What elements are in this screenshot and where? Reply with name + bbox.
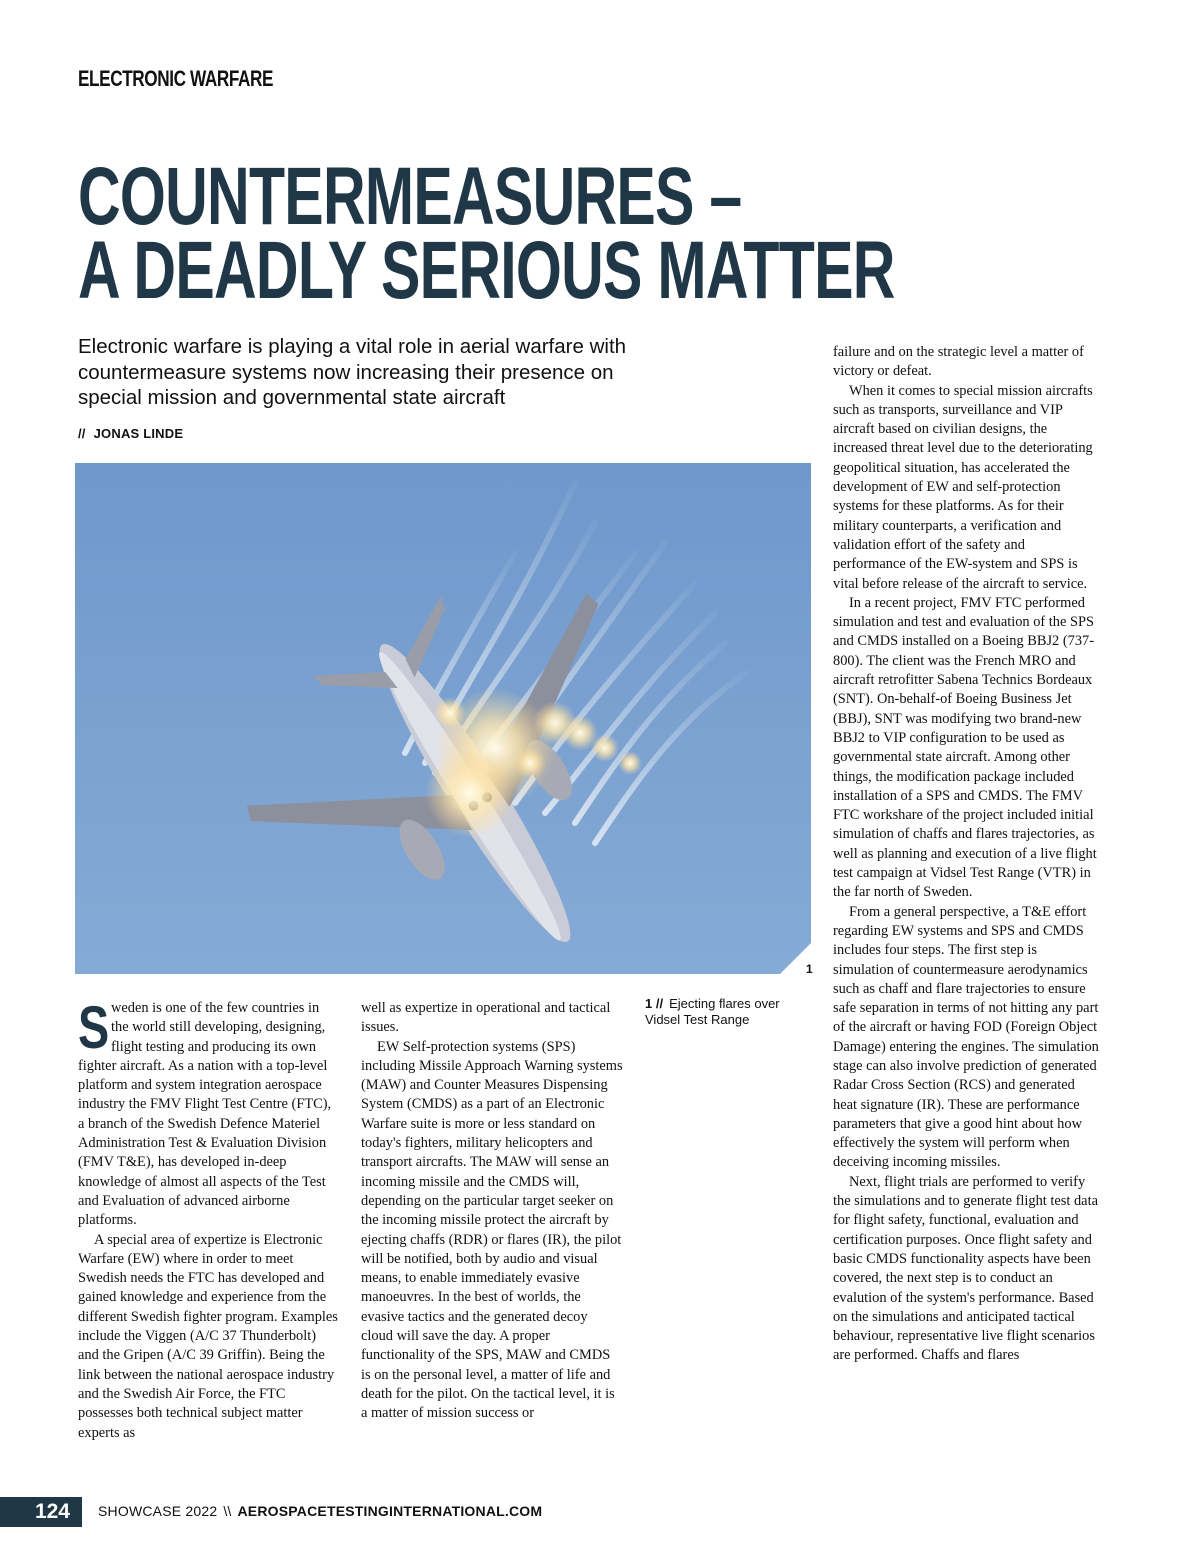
body-paragraph: well as expertize in operational and tactical issues.	[361, 1000, 611, 1036]
byline-prefix: //	[78, 426, 86, 441]
paragraph-text: weden is one of the few countries in the world still developing, designing, flight testing and producing its own fighter aircraft. As a nation with a top-level platform and system integration aerospace industry the FMV Flight Test Centre (FTC), a branch of the Swedish Defence Materiel Administration Test & Evaluation Division (FMV T&E), has developed in-deep knowledge of almost all aspects of the Test and Evaluation of advanced airborne platforms.	[78, 1000, 332, 1229]
body-paragraph: EW Self-protection systems (SPS) including Missile Approach Warning systems (MAW) and Counter Measures Dispensing System (CMDS) as a part of an Electronic Warfare suite is more or less standard on today's fighters, military helicopters and transport aircrafts. The MAW will sense an incoming missile and the CMDS will, depending on the particular target seeker on the incoming missile protect the aircraft by ejecting chaffs (RDR) or flares (IR), the pilot will be notified, both by audio and visual means, to enable immediately evasive manoeuvres. In the best of worlds, the evasive tactics and the generated decoy cloud will save the day. A proper functionality of the SPS, MAW and CMDS is on the personal level, a matter of life and death for the pilot. On the tactical level, it is a matter of mission success or	[361, 1038, 623, 1422]
body-paragraph: When it comes to special mission aircrafts such as transports, surveillance and VIP aircraft based on civilian designs, the increased threat level due to the deteriorating geopolitical situation, has accelerated the development of EW and self-protection systems for these platforms. As for their military counterparts, a verification and validation effort of the safety and performance of the EW-system and SPS is vital before release of the aircraft to service.	[833, 382, 1093, 592]
body-column-1	[78, 994, 340, 1443]
figure-caption	[645, 996, 805, 1028]
headline-line-1: COUNTERMEASURES –	[78, 151, 742, 242]
byline-author: JONAS LINDE	[93, 426, 184, 441]
aircraft-flares-photo	[75, 463, 811, 974]
body-column-2	[361, 999, 623, 1424]
body-paragraph: In a recent project, FMV FTC performed simulation and test and evaluation of the SPS and CMDS installed on a Boeing BBJ2 (737-800). The client was the French MRO and aircraft retrofitter Sabena Technics Bordeaux (SNT). On-behalf-of Boeing Business Jet (BBJ), SNT was modifying two brand-new BBJ2 to VIP configuration to be used as governmental state aircraft. Among other things, the modification package included installation of a SPS and CMDS. The FMV FTC workshare of the project included initial simulation of chaffs and flares trajectories, as well as planning and execution of a live flight test campaign at Vidsel Test Range (VTR) in the far north of Sweden.	[833, 594, 1097, 901]
section-label: ELECTRONIC WARFARE	[78, 66, 274, 91]
body-paragraph: From a general perspective, a T&E effort regarding EW systems and SPS and CMDS includes four steps. The first step is simulation of countermeasure aerodynamics such as chaff and flare trajectories to ensure safe separation in terms of not hitting any part of the aircraft or having FOD (Foreign Object Damage) entering the engines. The simulation stage can also involve prediction of generated Radar Cross Section (RCS) and generated heat signature (IR). These are performance parameters that give a good hint about how effectively the system will perform when deceiving incoming missiles.	[833, 903, 1099, 1171]
footer-issue: SHOWCASE 2022	[98, 1503, 218, 1519]
caption-number: 1 //	[645, 996, 664, 1011]
footer-separator: \\	[223, 1503, 232, 1519]
standfirst: Electronic warfare is playing a vital role in aerial warfare with countermeasure systems now increasing their presence on special mission and governmental state aircraft	[78, 335, 627, 409]
page-number: 124	[0, 1497, 82, 1527]
footer-text	[98, 1503, 542, 1519]
body-paragraph: A special area of expertize is Electronic Warfare (EW) where in order to meet Swedish needs the FTC has developed and gained knowledge and experience from the different Swedish fighter program. Examples include the Viggen (A/C 37 Thunderbolt) and the Gripen (A/C 39 Griffin). Being the link between the national aerospace industry and the Swedish Air Force, the FTC possesses both technical subject matter experts as	[78, 1231, 338, 1441]
body-paragraph	[78, 994, 340, 1231]
body-paragraph: Next, flight trials are performed to verify the simulations and to generate flight test data for flight safety, functional, evaluation and certification purposes. Once flight safety and basic CMDS functionality aspects have been covered, the next step is to conduct an evalution of the system's performance. Based on the simulations and anticipated tactical behaviour, representative live flight scenarios are performed. Chaffs and flares	[833, 1173, 1098, 1364]
headline-line-2: A DEADLY SERIOUS MATTER	[78, 225, 895, 316]
body-paragraph: failure and on the strategic level a matter of victory or defeat.	[833, 344, 1084, 380]
headline	[78, 151, 895, 316]
footer-site-link[interactable]: AEROSPACETESTINGINTERNATIONAL.COM	[237, 1503, 543, 1519]
drop-cap: S	[78, 994, 110, 1061]
caption-text: Ejecting flares over Vidsel Test Range	[645, 996, 780, 1027]
byline	[78, 426, 183, 441]
body-column-3	[833, 343, 1101, 1366]
figure-number: 1	[806, 962, 813, 976]
photo-illustration	[75, 463, 811, 974]
